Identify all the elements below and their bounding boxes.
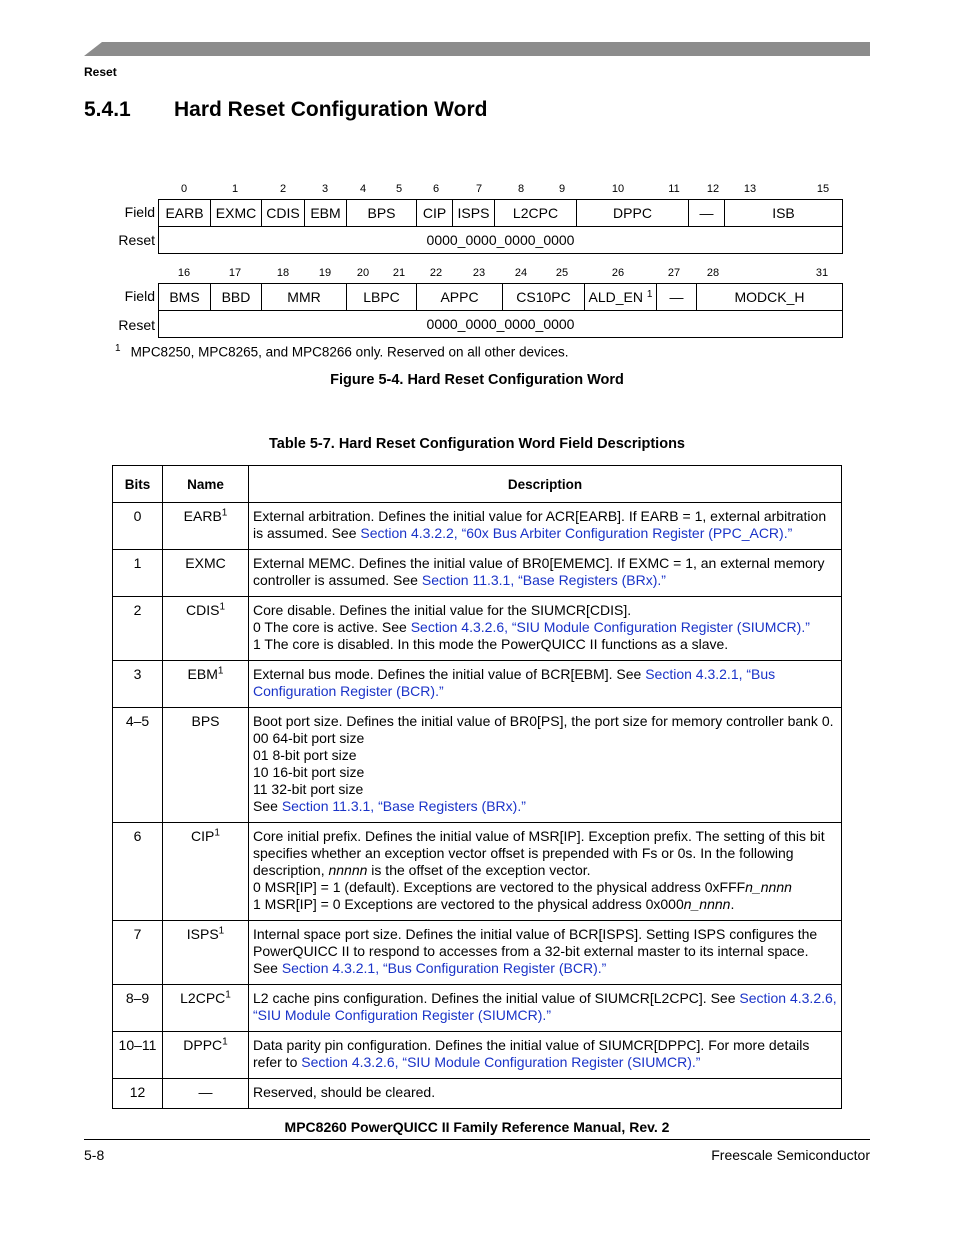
description-text: 00 64-bit port size — [253, 730, 365, 746]
upper-reset-value: 0000_0000_0000_0000 — [159, 227, 843, 254]
bits-cell: 4–5 — [113, 708, 163, 823]
bit-number: 20 — [356, 267, 370, 279]
table-row — [113, 550, 842, 597]
cross-reference-link[interactable]: Section 4.3.2.1, “Bus Configuration Register (BCR).” — [281, 960, 607, 976]
italic-text: n_nnnn — [745, 879, 792, 895]
table-row — [113, 985, 842, 1032]
field-reserved: — — [689, 200, 725, 227]
description-text: Boot port size. Defines the initial value of BR0[PS], the port size for memory controller bank 0. — [253, 713, 834, 729]
footnote-marker: 1 — [222, 1036, 228, 1048]
description-line — [253, 990, 837, 1024]
description-text: 01 8-bit port size — [253, 747, 357, 763]
bit-number: 19 — [318, 267, 332, 279]
bits-cell: 2 — [113, 597, 163, 661]
upper-field-row — [159, 200, 843, 227]
name-cell — [163, 1032, 249, 1079]
footnote-marker: 1 — [217, 665, 224, 677]
bit-number: 12 — [706, 183, 720, 195]
description-line — [253, 713, 837, 730]
description-header: Description — [249, 466, 842, 503]
reset-row-label: Reset — [118, 317, 155, 333]
description-cell — [249, 503, 842, 550]
description-line — [253, 781, 837, 798]
description-text: 0 The core is active. See — [253, 619, 411, 635]
bit-number: 3 — [321, 183, 329, 195]
field-description-table — [112, 465, 842, 1109]
bits-cell: 7 — [113, 921, 163, 985]
description-line — [253, 764, 837, 781]
description-cell — [249, 1079, 842, 1109]
field-dppc: DPPC — [577, 200, 689, 227]
bits-cell: 1 — [113, 550, 163, 597]
field-cdis: CDIS — [262, 200, 305, 227]
upper-register-table — [158, 199, 843, 254]
lower-field-row — [159, 284, 843, 311]
bit-number: 6 — [432, 183, 440, 195]
field-name: CDIS — [185, 602, 220, 618]
description-line — [253, 602, 837, 619]
field-row-label: Field — [124, 288, 155, 304]
bit-number: 1 — [231, 183, 239, 195]
field-name: CIP — [191, 828, 215, 844]
footnote-marker: 1 — [225, 989, 231, 1001]
bits-cell: 12 — [113, 1079, 163, 1109]
description-line — [253, 747, 837, 764]
description-text: 0 MSR[IP] = 1 (default). Exceptions are vectored to the physical address 0xFFF — [253, 879, 746, 895]
description-text: L2 cache pins configuration. Defines the initial value of SIUMCR[L2CPC]. See — [253, 990, 740, 1006]
field-exmc: EXMC — [211, 200, 262, 227]
cross-reference-link[interactable]: Section 4.3.2.2, “60x Bus Arbiter Configuration Register (PPC_ACR).” — [360, 525, 793, 541]
cross-reference-link[interactable]: Section 4.3.2.6, “SIU Module Configuration Register (SIUMCR).” — [410, 619, 810, 635]
name-cell — [163, 661, 249, 708]
bit-number: 17 — [228, 267, 242, 279]
description-line — [253, 636, 837, 653]
description-line — [253, 666, 837, 700]
field-appc: APPC — [417, 284, 503, 311]
description-text: External arbitration. Defines the initial value for ACR[EARB]. If EARB = 1, external arbitration is assumed. See — [253, 508, 827, 541]
table-row — [113, 661, 842, 708]
bit-number: 23 — [472, 267, 486, 279]
footnote-marker: 1 — [218, 925, 225, 937]
description-line — [253, 896, 837, 913]
section-number: 5.4.1 — [84, 98, 131, 121]
description-text: . — [730, 896, 735, 912]
figure-caption: Figure 5-4. Hard Reset Configuration Word — [330, 372, 624, 388]
bit-number: 28 — [706, 267, 720, 279]
lower-reset-value: 0000_0000_0000_0000 — [159, 311, 843, 338]
description-cell — [249, 1032, 842, 1079]
bit-number: 7 — [475, 183, 483, 195]
description-text: 1 MSR[IP] = 0 Exceptions are vectored to the physical address 0x000 — [253, 896, 684, 912]
field-name: EBM — [187, 666, 218, 682]
cross-reference-link[interactable]: Section 11.3.1, “Base Registers (BRx).” — [281, 798, 526, 814]
field-name: DPPC — [183, 1037, 223, 1053]
bit-number: 11 — [668, 183, 680, 195]
italic-text: n_nnnn — [683, 896, 731, 912]
bit-number: 13 — [743, 183, 757, 195]
name-cell — [163, 550, 249, 597]
name-cell — [163, 708, 249, 823]
name-cell — [163, 597, 249, 661]
bit-number: 22 — [429, 267, 443, 279]
italic-text: nnnnn — [328, 862, 368, 878]
description-line — [253, 798, 837, 815]
name-cell — [163, 823, 249, 921]
upper-reset-row — [159, 227, 843, 254]
bit-number: 4 — [359, 183, 367, 195]
field-ebm: EBM — [305, 200, 347, 227]
field-name: L2CPC — [180, 990, 226, 1006]
table-row — [113, 1079, 842, 1109]
bit-number: 5 — [395, 183, 403, 195]
figure-footnote — [115, 343, 569, 360]
bits-cell: 10–11 — [113, 1032, 163, 1079]
cross-reference-link[interactable]: Section 11.3.1, “Base Registers (BRx).” — [421, 572, 666, 588]
field-row-label: Field — [124, 204, 155, 220]
description-text: External MEMC. Defines the initial value of BR0[EMEMC]. If EXMC = 1, an external memory controller is assumed. See — [253, 555, 825, 588]
description-text: Core initial prefix. Defines the initial value of MSR[IP]. Exception prefix. The setting of this bit specifies whether an exception vector offset is prepended with Fs or 0s. In the following description, — [253, 828, 825, 878]
description-line — [253, 508, 837, 542]
description-cell — [249, 985, 842, 1032]
field-isps: ISPS — [453, 200, 495, 227]
field-lbpc: LBPC — [347, 284, 417, 311]
description-cell — [249, 597, 842, 661]
footnote-text: MPC8250, MPC8265, and MPC8266 only. Reserved on all other devices. — [130, 344, 569, 360]
field-reserved: — — [657, 284, 697, 311]
bit-number: 10 — [611, 183, 625, 195]
name-cell — [163, 985, 249, 1032]
description-cell — [249, 661, 842, 708]
page-number: 5-8 — [84, 1147, 105, 1163]
cross-reference-link[interactable]: Section 4.3.2.6, “SIU Module Configuration Register (SIUMCR).” — [253, 990, 837, 1023]
field-ald-en — [585, 284, 657, 311]
description-cell — [249, 708, 842, 823]
manual-title: MPC8260 PowerQUICC II Family Reference Manual, Rev. 2 — [284, 1119, 670, 1135]
cross-reference-link[interactable]: Section 4.3.2.1, “Bus Configuration Register (BCR).” — [253, 666, 776, 699]
field-earb: EARB — [159, 200, 211, 227]
bit-number: 2 — [279, 183, 287, 195]
table-row — [113, 503, 842, 550]
bit-number: 9 — [558, 183, 566, 195]
name-cell — [163, 503, 249, 550]
bit-number: 26 — [611, 267, 625, 279]
bits-cell: 6 — [113, 823, 163, 921]
description-text: See — [253, 798, 282, 814]
section-title: Hard Reset Configuration Word — [174, 98, 488, 121]
field-isb: ISB — [725, 200, 843, 227]
description-line — [253, 926, 837, 977]
description-line — [253, 1037, 837, 1071]
field-name: ISPS — [186, 926, 219, 942]
field-bbd: BBD — [211, 284, 262, 311]
ald-en-label: ALD_EN — [588, 289, 643, 305]
footnote-number: 1 — [115, 343, 121, 354]
lower-reset-row — [159, 311, 843, 338]
footnote-marker: 1 — [221, 507, 228, 519]
bit-number: 0 — [180, 183, 188, 195]
table-row — [113, 597, 842, 661]
description-text: 11 32-bit port size — [253, 781, 364, 797]
name-cell — [163, 1079, 249, 1109]
bit-number: 18 — [276, 267, 290, 279]
name-header: Name — [163, 466, 249, 503]
header-bar — [84, 42, 870, 56]
bits-header: Bits — [113, 466, 163, 503]
page-title — [84, 98, 487, 122]
bits-cell: 3 — [113, 661, 163, 708]
field-name: BPS — [191, 713, 220, 729]
description-text: is the offset of the exception vector. — [367, 862, 591, 878]
field-cs10pc: CS10PC — [503, 284, 585, 311]
description-line — [253, 1084, 837, 1101]
description-text: 10 16-bit port size — [253, 764, 365, 780]
reset-row-label: Reset — [118, 232, 155, 248]
table-row — [113, 823, 842, 921]
table-header-row — [113, 466, 842, 503]
field-l2cpc: L2CPC — [495, 200, 577, 227]
description-line — [253, 730, 837, 747]
footer-divider — [84, 1139, 870, 1140]
description-cell — [249, 550, 842, 597]
description-line — [253, 555, 837, 589]
table-row — [113, 708, 842, 823]
description-text: Core disable. Defines the initial value for the SIUMCR[CDIS]. — [253, 602, 632, 618]
description-text: 1 The core is disabled. In this mode the PowerQUICC II functions as a slave. — [253, 636, 729, 652]
company-name: Freescale Semiconductor — [711, 1147, 870, 1163]
bit-number: 16 — [177, 267, 191, 279]
field-name: EARB — [183, 508, 222, 524]
bit-number: 24 — [514, 267, 528, 279]
field-mmr: MMR — [262, 284, 347, 311]
section-label: Reset — [84, 65, 117, 79]
name-cell — [163, 921, 249, 985]
field-name: EXMC — [185, 555, 226, 571]
description-cell — [249, 823, 842, 921]
lower-register-table — [158, 283, 843, 338]
bit-number: 31 — [815, 267, 829, 279]
cross-reference-link[interactable]: Section 4.3.2.6, “SIU Module Configuration Register (SIUMCR).” — [301, 1054, 701, 1070]
table-caption: Table 5-7. Hard Reset Configuration Word Field Descriptions — [269, 436, 685, 452]
bit-number: 15 — [816, 183, 830, 195]
description-text: Internal space port size. Defines the initial value of BCR[ISPS]. Setting ISPS configures the PowerQUICC II to respond to accesses from a 32-bit external master to its internal space. See — [253, 926, 818, 976]
footnote-marker: 1 — [219, 601, 225, 613]
bit-number: 8 — [517, 183, 525, 195]
field-modck-h: MODCK_H — [697, 284, 843, 311]
description-line — [253, 879, 837, 896]
description-text: Reserved, should be cleared. — [253, 1084, 436, 1100]
bit-number: 21 — [392, 267, 406, 279]
bit-number: 25 — [555, 267, 569, 279]
table-row — [113, 921, 842, 985]
description-line — [253, 828, 837, 879]
description-text: External bus mode. Defines the initial value of BCR[EBM]. See — [253, 666, 646, 682]
bits-cell: 0 — [113, 503, 163, 550]
bits-cell: 8–9 — [113, 985, 163, 1032]
description-line — [253, 619, 837, 636]
field-bms: BMS — [159, 284, 211, 311]
description-cell — [249, 921, 842, 985]
description-text: Data parity pin configuration. Defines the initial value of SIUMCR[DPPC]. For more details refer to — [253, 1037, 810, 1070]
footnote-marker: 1 — [214, 827, 220, 839]
footnote-marker: 1 — [646, 289, 653, 300]
field-cip: CIP — [417, 200, 453, 227]
field-name: — — [198, 1084, 213, 1100]
field-bps: BPS — [347, 200, 417, 227]
bit-number: 27 — [667, 267, 681, 279]
table-row — [113, 1032, 842, 1079]
